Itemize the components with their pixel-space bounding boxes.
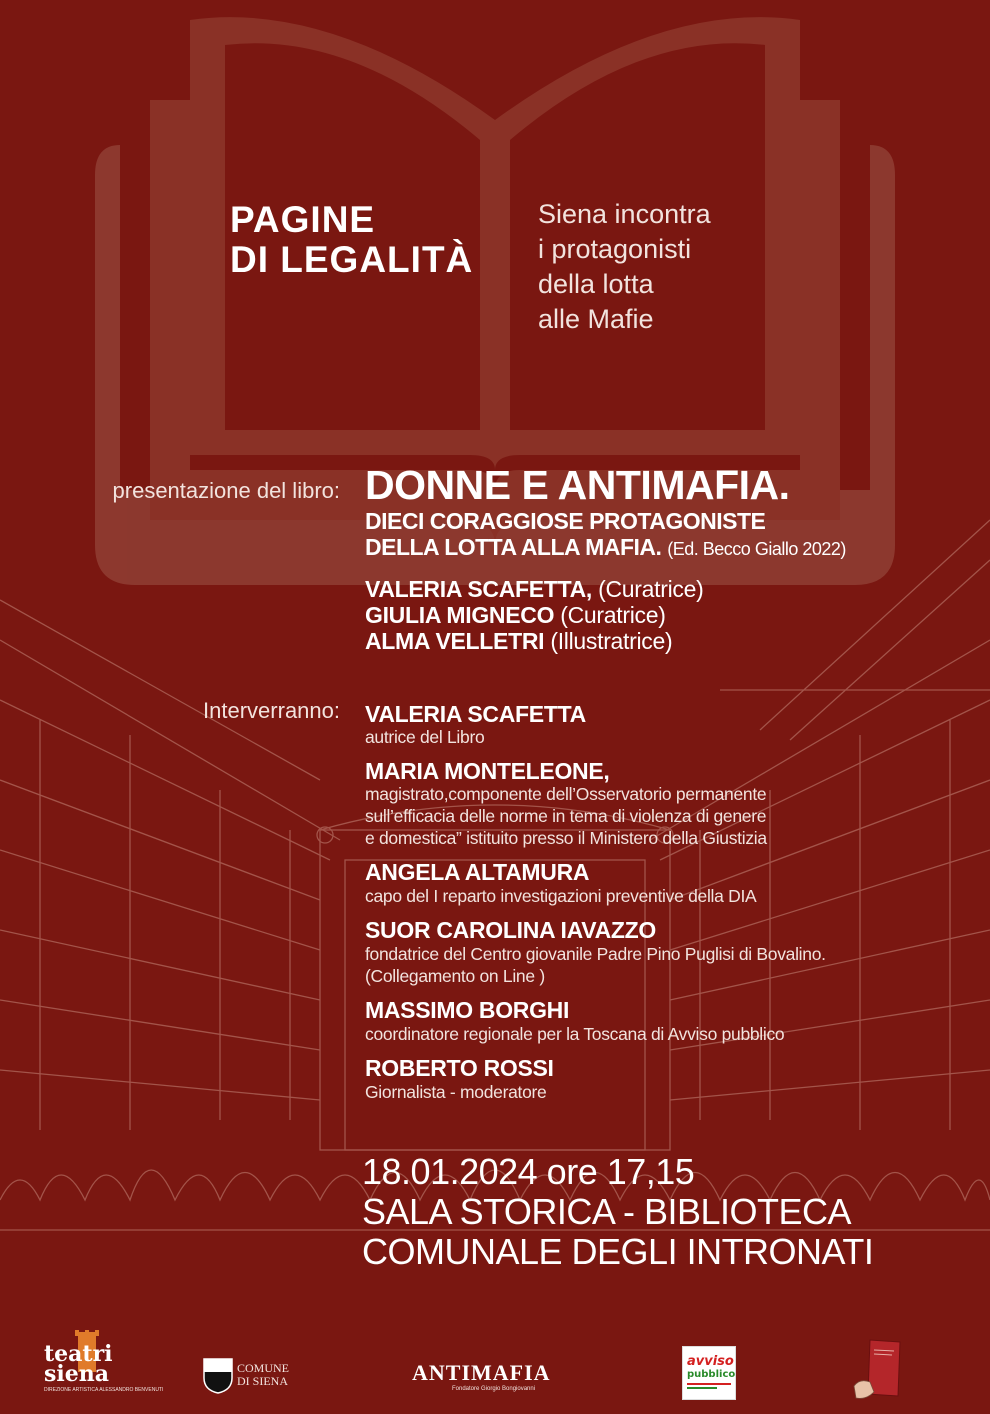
siena-shield-icon — [203, 1358, 233, 1394]
antimafia-caption: Fondatore Giorgio Bongiovanni — [452, 1386, 536, 1392]
author-role: (Curatrice) — [598, 576, 704, 602]
book-edition: (Ed. Becco Giallo 2022) — [667, 539, 846, 559]
subtitle-line: i protagonisti — [538, 234, 692, 264]
speaker-role: sull’efficacia delle norme in tema di violenza di genere — [365, 806, 767, 826]
event-series-subtitle — [538, 197, 758, 337]
speaker-role: e domestica” istituito presso il Ministero della Giustizia — [365, 828, 767, 848]
divider — [687, 1387, 717, 1389]
speaker-name: SUOR CAROLINA IAVAZZO — [365, 917, 656, 943]
book-subtitle-line — [365, 534, 846, 562]
author-name: ALMA VELLETRI — [365, 628, 545, 654]
author-role: (Curatrice) — [560, 602, 666, 628]
book-subtitle — [365, 508, 846, 562]
pubblico-label: pubblico — [687, 1369, 736, 1380]
teatri-label: teatri — [44, 1341, 113, 1367]
speaker-name: MARIA MONTELEONE, — [365, 758, 610, 784]
speaker-role: fondatrice del Centro giovanile Padre Pino Puglisi di Bovalino. — [365, 944, 826, 964]
subtitle-line: della lotta — [538, 269, 654, 299]
author-role: (Illustratrice) — [550, 628, 673, 654]
book-hand-logo — [852, 1338, 904, 1402]
event-venue-line: SALA STORICA - BIBLIOTECA — [362, 1191, 852, 1232]
siena-label: siena — [44, 1361, 109, 1387]
event-datetime: 18.01.2024 ore 17,15 — [362, 1151, 695, 1192]
event-venue-line: COMUNALE DEGLI INTRONATI — [362, 1231, 874, 1272]
speaker-role: capo del I reparto investigazioni preventive della DIA — [365, 886, 757, 906]
speaker-name: ANGELA ALTAMURA — [365, 859, 590, 885]
event-date-venue — [362, 1152, 873, 1272]
book-title: DONNE E ANTIMAFIA. — [365, 462, 790, 508]
speaker-name: VALERIA SCAFETTA — [365, 701, 586, 727]
author-name: GIULIA MIGNECO — [365, 602, 555, 628]
comune-label: COMUNE — [237, 1361, 290, 1375]
antimafia-logo — [412, 1362, 582, 1394]
speaker-name: MASSIMO BORGHI — [365, 997, 570, 1023]
book-in-hand-icon — [852, 1338, 904, 1402]
speakers-label: Interverranno: — [203, 698, 340, 723]
event-series-title — [230, 200, 473, 280]
teatri-di-siena-logo — [42, 1330, 164, 1400]
di-siena-label: DI SIENA — [237, 1374, 288, 1388]
antimafia-label: ANTIMAFIA — [412, 1360, 551, 1385]
book-presentation-label: presentazione del libro: — [112, 478, 340, 503]
book-author — [365, 628, 672, 655]
speaker-role: (Collegamento on Line ) — [365, 966, 545, 986]
subtitle-line: alle Mafie — [538, 304, 654, 334]
subtitle-line: Siena incontra — [538, 199, 711, 229]
title-line: PAGINE — [230, 199, 376, 240]
book-subtitle-line: DIECI CORAGGIOSE PROTAGONISTE — [365, 508, 766, 534]
avviso-label: avviso — [687, 1354, 734, 1369]
title-line: DI LEGALITÀ — [230, 239, 474, 280]
teatri-caption: DIREZIONE ARTISTICA ALESSANDRO BENVENUTI — [44, 1387, 164, 1393]
comune-di-siena-logo — [203, 1358, 303, 1396]
book-author — [365, 602, 666, 629]
speaker-role: coordinatore regionale per la Toscana di Avviso pubblico — [365, 1024, 785, 1044]
book-author — [365, 576, 703, 603]
speaker-role: magistrato,componente dell’Osservatorio permanente — [365, 784, 767, 804]
author-name: VALERIA SCAFETTA, — [365, 576, 593, 602]
book-subtitle-line-text: DELLA LOTTA ALLA MAFIA. — [365, 534, 662, 560]
speaker-role: autrice del Libro — [365, 727, 485, 747]
divider — [687, 1383, 731, 1385]
speaker-name: ROBERTO ROSSI — [365, 1055, 554, 1081]
avviso-pubblico-logo — [682, 1346, 736, 1400]
speaker-role: Giornalista - moderatore — [365, 1082, 547, 1102]
